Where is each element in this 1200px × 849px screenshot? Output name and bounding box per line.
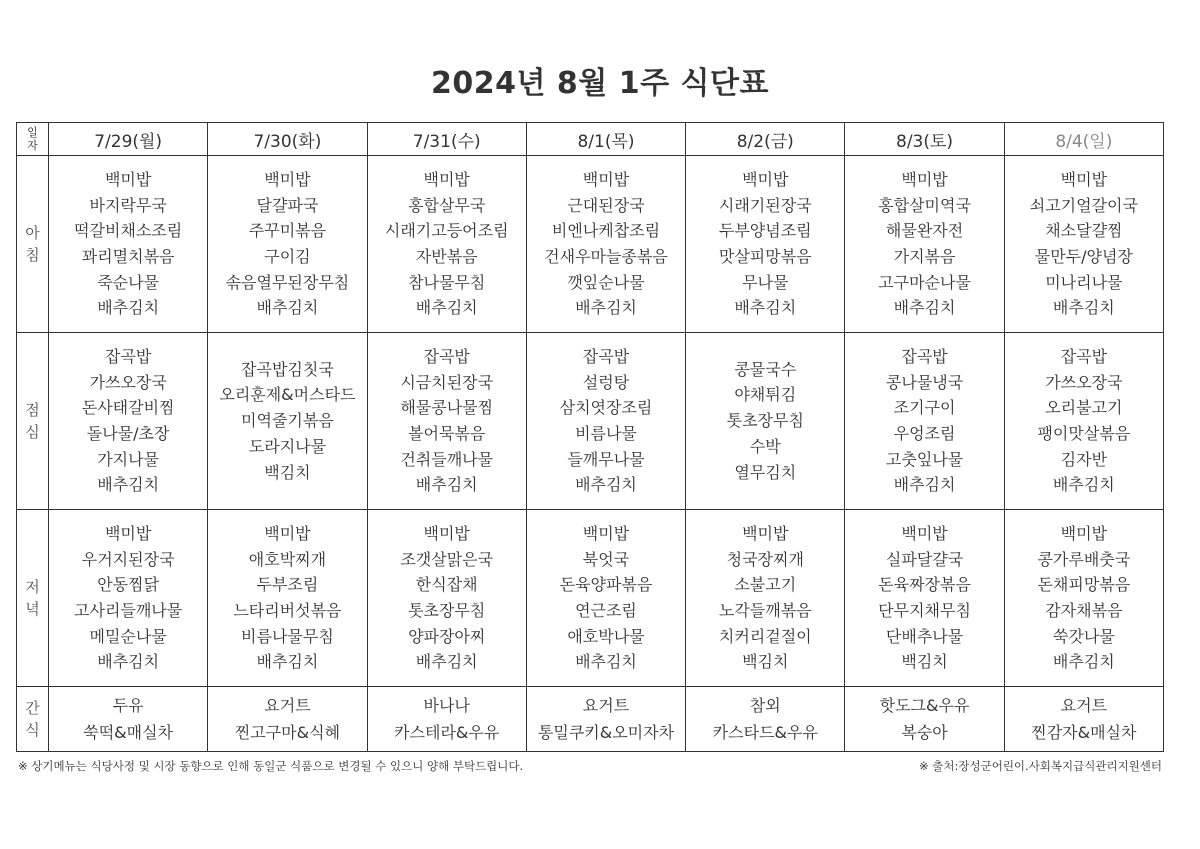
dish-item: 백김치 [901, 652, 948, 672]
menu-cell [1004, 687, 1163, 752]
dish-item: 느타리버섯볶음 [233, 601, 342, 620]
dish-item: 들깨무나물 [567, 449, 645, 469]
dish-item: 감자채볶음 [1045, 601, 1123, 620]
dish-item: 바지락무국 [89, 195, 167, 215]
dish-item: 비름나물무침 [241, 626, 334, 646]
dish-list [845, 167, 1003, 321]
dish-list [527, 344, 685, 498]
dish-item: 설렁탕 [582, 372, 630, 392]
dish-item: 돈육짜장볶음 [878, 575, 971, 595]
dish-item: 돈사태갈비찜 [81, 398, 175, 418]
dish-item: 조갯살맑은국 [400, 549, 494, 569]
dish-item: 배추김치 [415, 652, 478, 672]
dish-item: 배추김치 [1052, 475, 1115, 495]
dish-item: 고구마순나물 [878, 272, 971, 292]
day-header: 8/4(일) [1004, 123, 1163, 156]
dish-item: 비름나물 [575, 424, 637, 443]
menu-cell [686, 333, 845, 510]
dish-item: 요거트 [1060, 696, 1108, 715]
meal-label [17, 510, 49, 687]
dish-item: 잡곡밥 [1060, 346, 1108, 366]
meal-label-char: 식 [25, 721, 40, 739]
disclaimer-note: ※ 상기메뉴는 식당사정 및 시장 동향으로 인해 동일군 식품으로 변경될 수 있으니 양해 부탁드립니다. [18, 759, 524, 773]
dish-list [368, 521, 526, 675]
menu-cell [526, 510, 685, 687]
dish-item: 백미밥 [264, 169, 311, 189]
dish-item: 도라지나물 [248, 436, 327, 456]
dish-item: 조기구이 [893, 398, 956, 418]
dish-item: 잡곡밥 [582, 346, 630, 366]
menu-cell [208, 156, 367, 333]
dish-list [527, 521, 685, 675]
dish-item: 북엇국 [582, 549, 630, 569]
dish-item: 배추김치 [97, 475, 160, 495]
corner-char: 자 [27, 139, 38, 152]
dish-item: 야채튀김 [734, 385, 797, 405]
dish-list [845, 521, 1003, 675]
dish-item: 잡곡밥 [423, 346, 470, 366]
day-header: 8/1(목) [526, 123, 685, 156]
dish-item: 배추김치 [256, 298, 319, 318]
dish-list [49, 692, 207, 746]
dish-item: 채소달걀찜 [1045, 221, 1123, 241]
dish-item: 물만두/양념장 [1034, 247, 1133, 266]
dish-item: 카스타드&우유 [712, 723, 818, 742]
dish-item: 잡곡밥김칫국 [241, 359, 334, 379]
menu-cell [208, 333, 367, 510]
meal-label [17, 333, 49, 510]
meal-label-char: 심 [25, 423, 40, 441]
menu-cell [845, 510, 1004, 687]
dish-list [368, 167, 526, 321]
dish-item: 잡곡밥 [901, 346, 948, 366]
dish-item: 안동찜닭 [97, 575, 160, 595]
menu-cell [208, 510, 367, 687]
dish-item: 백미밥 [423, 169, 470, 189]
meal-label-char: 아 [25, 224, 40, 242]
dish-item: 두부양념조림 [718, 221, 812, 241]
meal-row-dinner [17, 510, 1164, 687]
dish-item: 통밀쿠키&오미자차 [537, 723, 675, 742]
menu-cell [367, 333, 526, 510]
menu-cell [208, 687, 367, 752]
dish-item: 배추김치 [734, 298, 797, 318]
dish-item: 솎음열무된장무침 [225, 272, 350, 292]
dish-item: 백미밥 [1060, 169, 1108, 189]
menu-cell [845, 156, 1004, 333]
dish-item: 돌나물/초장 [86, 424, 170, 443]
dish-item: 떡갈비채소조림 [74, 221, 183, 241]
dish-item: 양파장아찌 [408, 626, 486, 646]
dish-item: 찐고구마&식혜 [234, 723, 341, 742]
dish-item: 배추김치 [97, 298, 160, 318]
dish-item: 백김치 [264, 462, 311, 482]
menu-cell [367, 510, 526, 687]
dish-item: 단무지채무침 [878, 601, 971, 620]
dish-item: 메밀순나물 [89, 626, 167, 646]
dish-list [49, 167, 207, 321]
dish-item: 단배추나물 [885, 626, 964, 646]
dish-item: 콩가루배춧국 [1037, 549, 1131, 569]
dish-item: 무나물 [742, 272, 789, 292]
dish-item: 건취들깨나물 [400, 449, 494, 469]
dish-item: 소불고기 [734, 575, 797, 595]
dish-list [845, 344, 1003, 498]
dish-list [686, 521, 844, 675]
date-header-label [17, 123, 49, 156]
dish-item: 배추김치 [893, 475, 956, 495]
dish-item: 배추김치 [575, 652, 637, 672]
day-header: 7/31(수) [367, 123, 526, 156]
dish-item: 백김치 [742, 652, 789, 672]
dish-item: 꽈리멸치볶음 [81, 247, 175, 266]
dish-item: 배추김치 [415, 475, 478, 495]
dish-item: 배추김치 [97, 652, 160, 672]
dish-list [208, 167, 366, 321]
dish-item: 오리불고기 [1045, 398, 1123, 418]
meal-label [17, 687, 49, 752]
dish-list [208, 357, 366, 486]
dish-item: 백미밥 [264, 523, 311, 543]
dish-item: 배추김치 [575, 298, 637, 318]
dish-item: 백미밥 [104, 169, 152, 189]
dish-list [686, 692, 844, 746]
dish-item: 쇠고기얼갈이국 [1029, 195, 1138, 215]
menu-cell [1004, 156, 1163, 333]
dish-item: 요거트 [264, 696, 311, 715]
dish-item: 홍합살미역국 [878, 195, 971, 215]
dish-item: 배추김치 [575, 475, 637, 495]
source-note: ※ 출처:장성군어린이.사회복지급식관리지원센터 [919, 759, 1162, 773]
dish-item: 고사리들깨나물 [74, 601, 183, 620]
dish-item: 백미밥 [1060, 523, 1108, 543]
dish-item: 시금치된장국 [400, 372, 494, 392]
dish-item: 가지나물 [97, 449, 160, 469]
dish-item: 배추김치 [256, 652, 319, 672]
dish-item: 참나물무침 [408, 272, 486, 292]
dish-item: 배추김치 [1052, 652, 1115, 672]
dish-item: 연근조림 [575, 601, 637, 620]
dish-item: 백미밥 [901, 169, 948, 189]
dish-item: 쑥떡&매실차 [83, 723, 174, 742]
dish-list [1005, 692, 1163, 746]
dish-item: 가지볶음 [893, 247, 956, 266]
dish-item: 톳초장무침 [408, 601, 486, 620]
dish-item: 백미밥 [582, 169, 630, 189]
dish-item: 참외 [749, 696, 781, 715]
dish-item: 해물콩나물찜 [400, 398, 494, 418]
page-title: 2024년 8월 1주 식단표 [431, 66, 769, 101]
dish-item: 두유 [112, 696, 144, 715]
menu-cell [526, 687, 685, 752]
menu-cell [49, 510, 208, 687]
dish-list [527, 692, 685, 746]
menu-cell [49, 156, 208, 333]
dish-list [527, 167, 685, 321]
dish-item: 우엉조림 [893, 424, 956, 443]
dish-item: 근대된장국 [567, 195, 645, 215]
dish-item: 백미밥 [742, 523, 789, 543]
dish-item: 백미밥 [901, 523, 948, 543]
menu-cell [526, 156, 685, 333]
day-header: 7/29(월) [49, 123, 208, 156]
dish-item: 열무김치 [734, 462, 797, 482]
dish-item: 돈채피망볶음 [1037, 575, 1131, 595]
dish-item: 애호박찌개 [248, 549, 327, 569]
dish-item: 팽이맛살볶음 [1037, 424, 1131, 443]
dish-item: 콩물국수 [734, 359, 797, 379]
meal-label [17, 156, 49, 333]
meal-label-char: 점 [25, 401, 40, 419]
menu-cell [845, 333, 1004, 510]
dish-list [686, 357, 844, 486]
dish-item: 배추김치 [1052, 298, 1115, 318]
menu-cell [686, 510, 845, 687]
dish-item: 건새우마늘종볶음 [544, 247, 668, 266]
dish-list [49, 521, 207, 675]
dish-item: 비엔나케찹조림 [551, 221, 661, 241]
dish-list [368, 344, 526, 498]
dish-item: 김자반 [1060, 449, 1108, 469]
dish-item: 청국장찌개 [726, 549, 804, 569]
dish-item: 백미밥 [582, 523, 630, 543]
menu-cell [526, 333, 685, 510]
menu-cell [686, 156, 845, 333]
meal-row-lunch [17, 333, 1164, 510]
dish-item: 요거트 [582, 696, 630, 715]
dish-list [1005, 344, 1163, 498]
dish-item: 복숭아 [901, 723, 948, 742]
header-row [17, 123, 1164, 156]
dish-item: 깻잎순나물 [567, 272, 645, 292]
menu-cell [1004, 510, 1163, 687]
meal-label-char: 침 [25, 246, 40, 264]
dish-item: 미나리나물 [1045, 272, 1123, 292]
dish-item: 백미밥 [423, 523, 470, 543]
corner-char: 일 [27, 126, 38, 139]
dish-list [1005, 167, 1163, 321]
dish-item: 삼치엿장조림 [559, 398, 653, 418]
dish-item: 죽순나물 [97, 272, 160, 292]
dish-item: 자반볶음 [415, 247, 478, 266]
dish-item: 찐감자&매실차 [1031, 723, 1137, 742]
dish-item: 가쓰오장국 [1045, 372, 1123, 392]
dish-list [208, 521, 366, 675]
menu-table [16, 122, 1164, 752]
meal-row-breakfast [17, 156, 1164, 333]
day-header: 8/3(토) [845, 123, 1004, 156]
dish-list [208, 692, 366, 746]
dish-item: 달걀파국 [256, 195, 319, 215]
dish-item: 잡곡밥 [104, 346, 152, 366]
dish-item: 바나나 [423, 696, 470, 715]
dish-item: 쑥갓나물 [1052, 626, 1115, 646]
menu-cell [686, 687, 845, 752]
day-header: 7/30(화) [208, 123, 367, 156]
menu-cell [49, 333, 208, 510]
dish-item: 고춧잎나물 [885, 449, 964, 469]
menu-cell [845, 687, 1004, 752]
dish-list [368, 692, 526, 746]
dish-list [49, 344, 207, 498]
dish-item: 돈육양파볶음 [559, 575, 653, 595]
dish-item: 오리훈제&머스타드 [219, 385, 356, 405]
dish-item: 배추김치 [893, 298, 956, 318]
menu-cell [367, 687, 526, 752]
dish-item: 두부조림 [256, 575, 319, 595]
meal-label-char: 저 [25, 578, 40, 596]
dish-item: 톳초장무침 [726, 411, 804, 431]
dish-item: 백미밥 [104, 523, 152, 543]
dish-item: 시래기고등어조림 [384, 221, 509, 241]
menu-cell [1004, 333, 1163, 510]
dish-item: 가쓰오장국 [89, 372, 167, 392]
dish-item: 수박 [749, 436, 781, 456]
meal-row-snack [17, 687, 1164, 752]
dish-item: 시래기된장국 [718, 195, 812, 215]
dish-list [845, 692, 1003, 746]
dish-item: 해물완자전 [885, 221, 964, 241]
dish-item: 실파달걀국 [885, 549, 964, 569]
meal-label-char: 간 [25, 699, 40, 717]
dish-item: 우거지된장국 [81, 549, 175, 569]
dish-list [1005, 521, 1163, 675]
menu-cell [367, 156, 526, 333]
dish-item: 미역줄기볶음 [241, 411, 334, 431]
dish-item: 주꾸미볶음 [248, 221, 327, 241]
dish-item: 볼어묵볶음 [408, 424, 486, 443]
dish-item: 한식잡채 [415, 575, 478, 595]
dish-item: 치커리겉절이 [718, 626, 812, 646]
dish-list [686, 167, 844, 321]
dish-item: 배추김치 [415, 298, 478, 318]
dish-item: 카스테라&우유 [394, 723, 500, 742]
dish-item: 맛살피망볶음 [718, 247, 812, 266]
dish-item: 백미밥 [742, 169, 789, 189]
dish-item: 콩나물냉국 [885, 372, 964, 392]
day-header: 8/2(금) [686, 123, 845, 156]
dish-item: 노각들깨볶음 [718, 601, 812, 620]
meal-label-char: 녁 [25, 600, 40, 618]
dish-item: 구이김 [264, 247, 311, 266]
menu-cell [49, 687, 208, 752]
dish-item: 홍합살무국 [408, 195, 486, 215]
dish-item: 핫도그&우유 [879, 696, 970, 715]
dish-item: 애호박나물 [567, 626, 645, 646]
